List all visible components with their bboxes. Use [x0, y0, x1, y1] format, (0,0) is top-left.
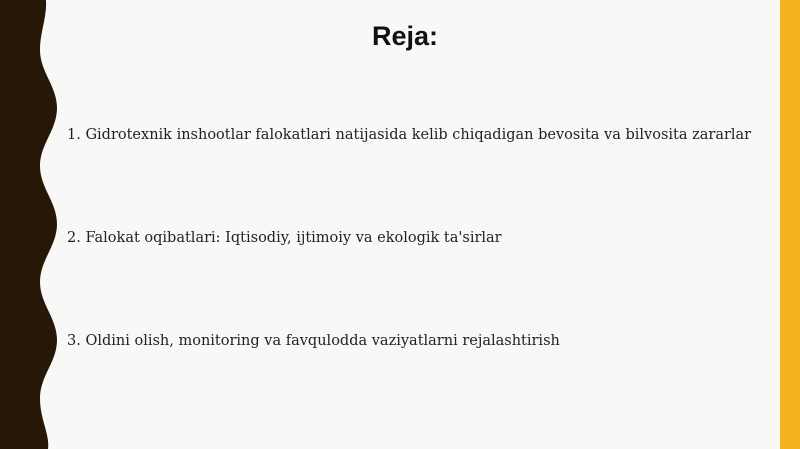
agenda-item-1: 1. Gidrotexnik inshootlar falokatlari natijasida kelib chiqadigan bevosita va bilvosita zararlar: [67, 127, 752, 143]
agenda-item-3: 3. Oldini olish, monitoring va favqulodda vaziyatlarni rejalashtirish: [67, 333, 560, 349]
agenda-item-2: 2. Falokat oqibatlari: Iqtisodiy, ijtimoiy va ekologik ta'sirlar: [67, 230, 502, 246]
right-accent-bar: [780, 0, 800, 449]
wavy-left-border-decoration: [0, 0, 72, 449]
slide-title: Reja:: [371, 21, 439, 51]
